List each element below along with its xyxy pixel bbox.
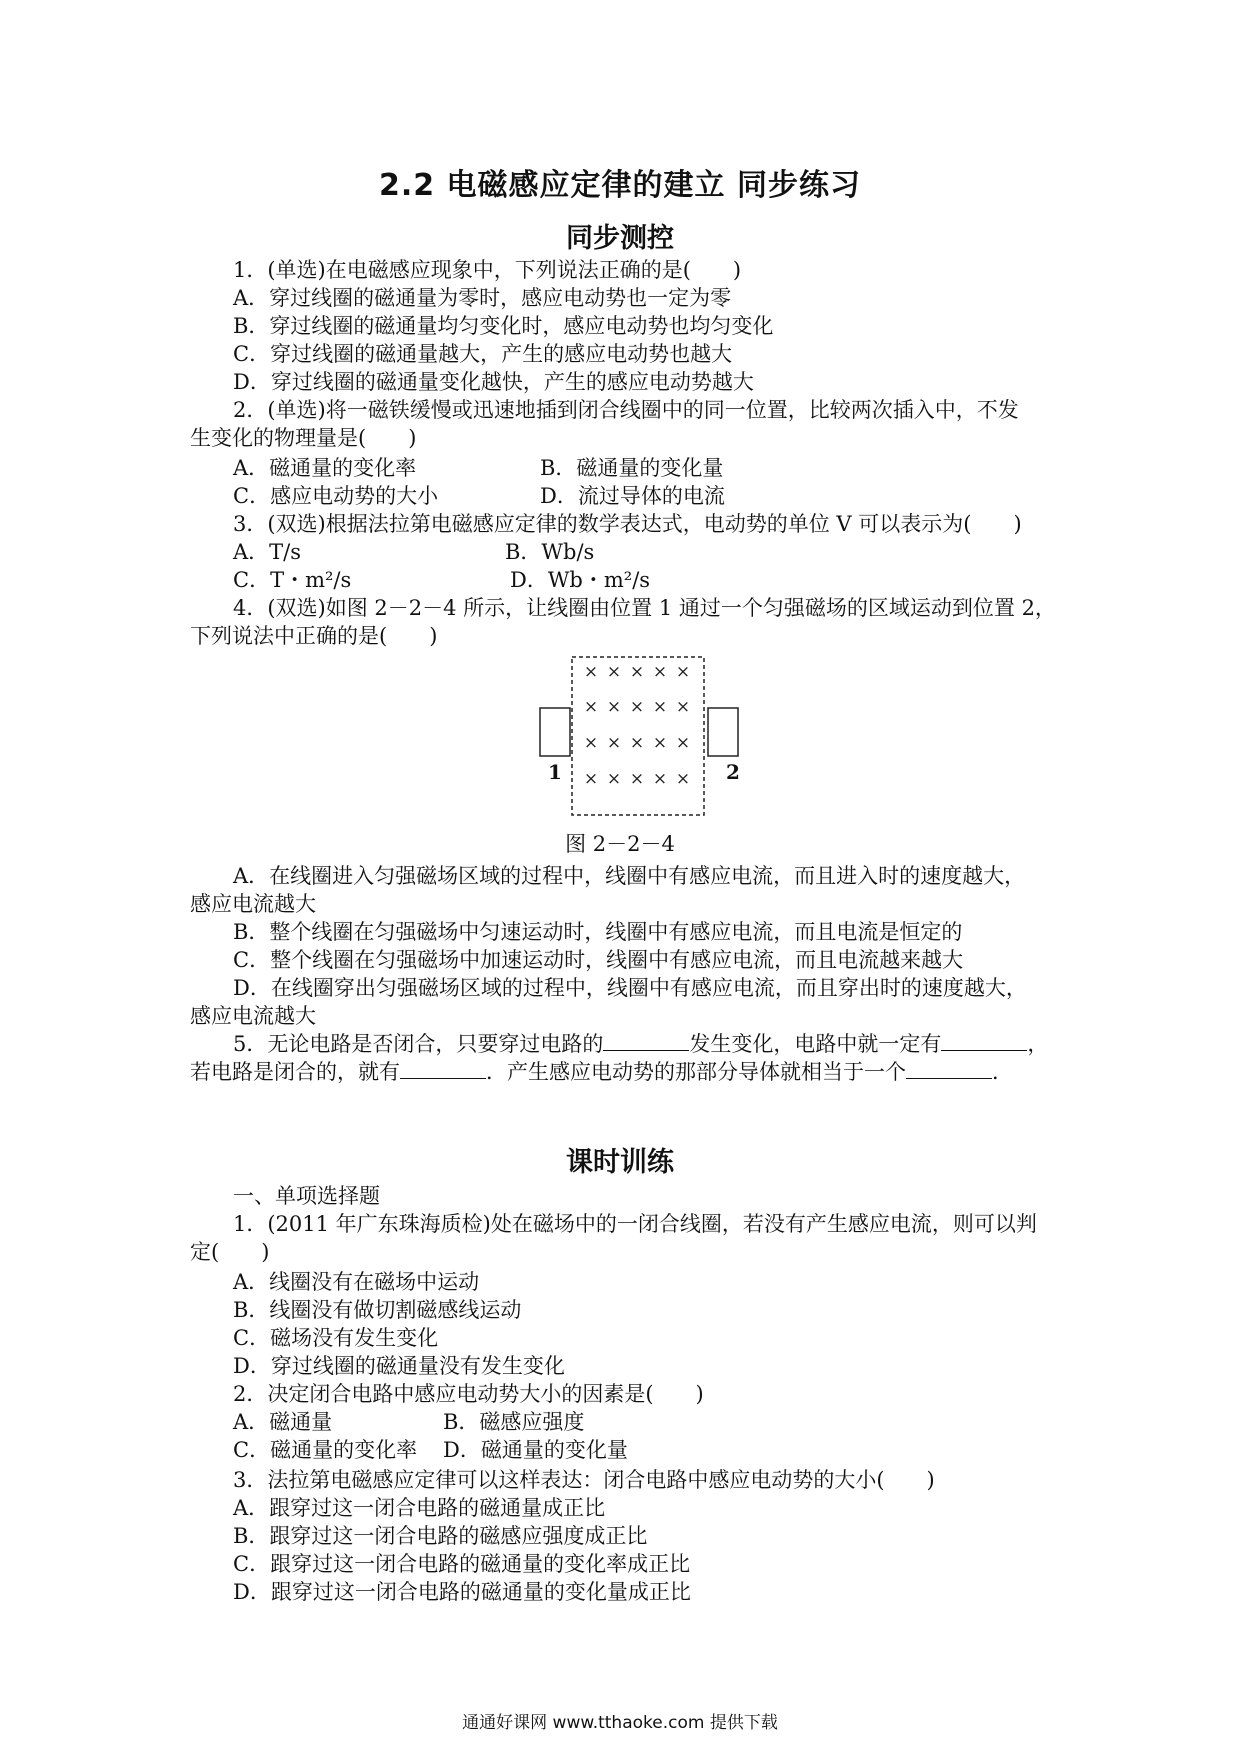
s1-q1-option-a: A．穿过线圈的磁通量为零时，感应电动势也一定为零	[233, 286, 732, 310]
s1-q2-stem-line1: 2．(单选)将一磁铁缓慢或迅速地插到闭合线圈中的同一位置，比较两次插入中，不发	[233, 398, 1019, 422]
figure-magnetic-field	[530, 655, 760, 820]
s1-q2-option-b: B．磁通量的变化量	[540, 456, 724, 480]
s1-q4-stem-line1: 4．(双选)如图 2－2－4 所示，让线圈由位置 1 通过一个匀强磁场的区域运动到位置 2，	[233, 596, 1056, 620]
s2-q2-stem: 2．决定闭合电路中感应电动势大小的因素是( )	[233, 1382, 704, 1406]
field-cross: ×	[583, 697, 599, 717]
position-label-1: 1	[548, 760, 562, 784]
field-cross: ×	[606, 697, 622, 717]
field-cross: ×	[629, 769, 645, 789]
s1-q3-stem: 3．(双选)根据法拉第电磁感应定律的数学表达式，电动势的单位 V 可以表示为( )	[233, 512, 1022, 536]
s2-q3-option-a: A．跟穿过这一闭合电路的磁通量成正比	[233, 1496, 606, 1520]
s2-q3-option-d: D．跟穿过这一闭合电路的磁通量的变化量成正比	[233, 1580, 691, 1604]
s1-q4-stem-line2: 下列说法中正确的是( )	[190, 624, 438, 648]
s1-q4-option-d-line1: D．在线圈穿出匀强磁场区域的过程中，线圈中有感应电流，而且穿出时的速度越大，	[233, 976, 1027, 1000]
s2-q1-option-a: A．线圈没有在磁场中运动	[233, 1270, 480, 1294]
s2-q1-stem-line1: 1．(2011 年广东珠海质检)处在磁场中的一闭合线圈，若没有产生感应电流，则可以判	[233, 1212, 1037, 1236]
field-cross: ×	[583, 733, 599, 753]
s1-q5-text-5: ．产生感应电动势的那部分导体就相当于一个	[486, 1060, 906, 1084]
s1-q4-option-b: B．整个线圈在匀强磁场中匀速运动时，线圈中有感应电流，而且电流是恒定的	[233, 920, 963, 944]
s1-q1-stem: 1．(单选)在电磁感应现象中，下列说法正确的是( )	[233, 258, 742, 282]
field-cross: ×	[629, 662, 645, 682]
s1-q2-option-d: D．流过导体的电流	[540, 484, 725, 508]
blank-3	[400, 1060, 486, 1079]
field-cross: ×	[652, 697, 668, 717]
s2-q3-option-c: C．跟穿过这一闭合电路的磁通量的变化率成正比	[233, 1552, 691, 1576]
field-cross: ×	[583, 769, 599, 789]
s1-q3-option-c: C．T・m²/s	[233, 568, 352, 592]
blank-2	[941, 1032, 1027, 1051]
section-heading-training: 课时训练	[566, 1147, 674, 1178]
s2-subheading: 一、单项选择题	[233, 1184, 380, 1208]
field-cross: ×	[652, 662, 668, 682]
s1-q3-option-b: B．Wb/s	[505, 540, 595, 564]
s1-q5-line1	[233, 1030, 1048, 1058]
field-cross: ×	[629, 733, 645, 753]
field-cross: ×	[675, 662, 691, 682]
s1-q4-option-a-line2: 感应电流越大	[190, 892, 316, 916]
s2-q2-option-d: D．磁通量的变化量	[443, 1438, 628, 1462]
s1-q2-option-a: A．磁通量的变化率	[233, 456, 417, 480]
field-cross: ×	[675, 733, 691, 753]
s1-q4-option-d-line2: 感应电流越大	[190, 1004, 316, 1028]
field-cross: ×	[652, 769, 668, 789]
s1-q3-option-d: D．Wb・m²/s	[510, 568, 651, 592]
s1-q2-option-c: C．感应电动势的大小	[233, 484, 439, 508]
field-cross: ×	[629, 697, 645, 717]
position-label-2: 2	[726, 760, 740, 784]
coil-position-2	[708, 708, 738, 756]
s1-q3-option-a: A．T/s	[233, 540, 302, 564]
s1-q1-option-c: C．穿过线圈的磁通量越大，产生的感应电动势也越大	[233, 342, 733, 366]
s2-q1-option-c: C．磁场没有发生变化	[233, 1326, 439, 1350]
s1-q4-option-a-line1: A．在线圈进入匀强磁场区域的过程中，线圈中有感应电流，而且进入时的速度越大，	[233, 864, 1026, 888]
field-cross: ×	[675, 697, 691, 717]
s2-q2-option-b: B．磁感应强度	[443, 1410, 585, 1434]
s2-q3-stem: 3．法拉第电磁感应定律可以这样表达：闭合电路中感应电动势的大小( )	[233, 1468, 935, 1492]
figure-caption: 图 2－2－4	[565, 832, 675, 856]
s1-q5-text-3: ，	[1027, 1032, 1049, 1056]
blank-1	[603, 1032, 689, 1051]
s1-q1-option-b: B．穿过线圈的磁通量均匀变化时，感应电动势也均匀变化	[233, 314, 774, 338]
s1-q5-line2	[190, 1058, 1013, 1086]
s2-q1-option-b: B．线圈没有做切割磁感线运动	[233, 1298, 522, 1322]
s2-q2-option-a: A．磁通量	[233, 1410, 333, 1434]
page-title: 2.2 电磁感应定律的建立 同步练习	[378, 168, 862, 203]
blank-4	[906, 1060, 992, 1079]
field-cross: ×	[652, 733, 668, 753]
s2-q2-option-c: C．磁通量的变化率	[233, 1438, 418, 1462]
section-heading-sync: 同步测控	[566, 223, 674, 254]
field-cross: ×	[675, 769, 691, 789]
field-cross: ×	[606, 733, 622, 753]
field-cross: ×	[583, 662, 599, 682]
field-cross: ×	[606, 769, 622, 789]
s2-q1-option-d: D．穿过线圈的磁通量没有发生变化	[233, 1354, 565, 1378]
page-footer: 通通好课网 www.tthaoke.com 提供下载	[462, 1713, 778, 1733]
s1-q5-text-1: 5．无论电路是否闭合，只要穿过电路的	[233, 1032, 604, 1056]
field-crosses	[584, 662, 690, 789]
coil-position-1	[540, 708, 570, 756]
s1-q2-stem-line2: 生变化的物理量是( )	[190, 426, 417, 450]
s1-q5-text-2: 发生变化，电路中就一定有	[689, 1032, 942, 1056]
field-cross: ×	[606, 662, 622, 682]
s2-q1-stem-line2: 定( )	[190, 1240, 270, 1264]
s2-q3-option-b: B．跟穿过这一闭合电路的磁感应强度成正比	[233, 1524, 648, 1548]
s1-q5-text-6: ．	[992, 1060, 1013, 1084]
s1-q5-text-4: 若电路是闭合的，就有	[190, 1060, 400, 1084]
s1-q1-option-d: D．穿过线圈的磁通量变化越快，产生的感应电动势越大	[233, 370, 754, 394]
s1-q4-option-c: C．整个线圈在匀强磁场中加速运动时，线圈中有感应电流，而且电流越来越大	[233, 948, 964, 972]
